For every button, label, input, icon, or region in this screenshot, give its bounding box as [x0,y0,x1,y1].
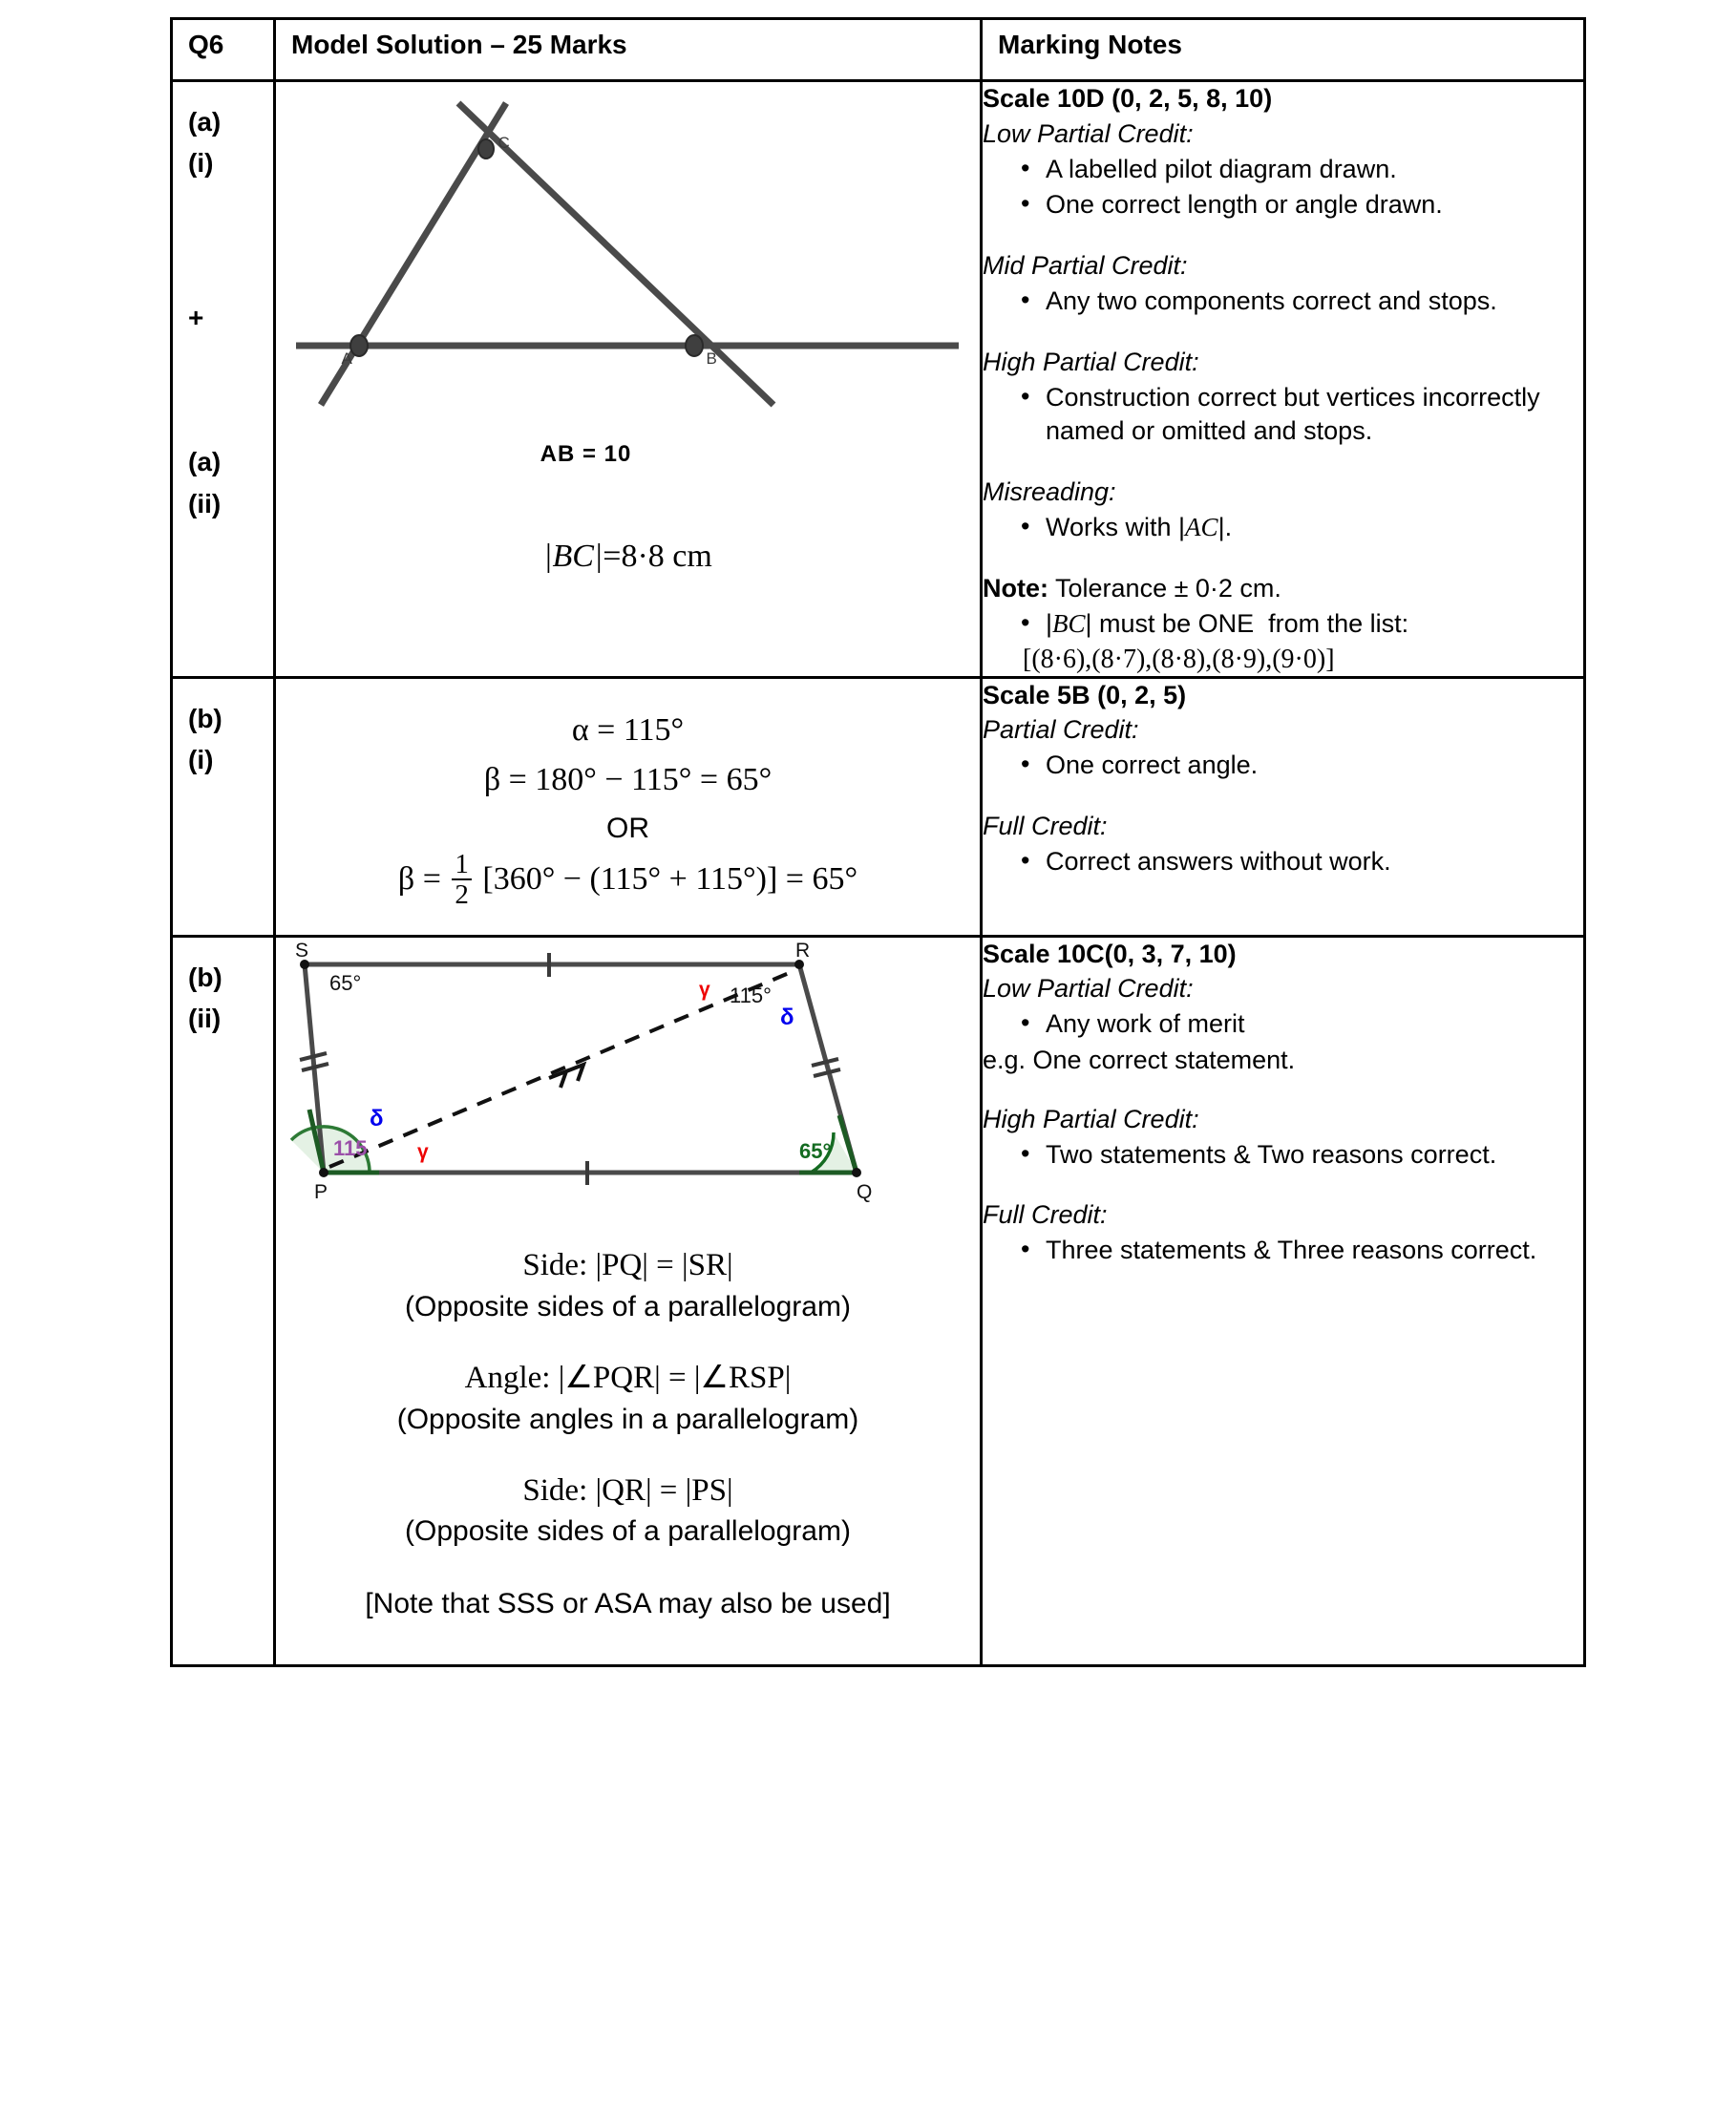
credit-heading-partial-b-i: Partial Credit: [983,715,1139,745]
table-row [172,81,1585,678]
vertex-label-a: A [341,349,352,368]
question-part-labels-b-ii [173,938,273,1040]
scale-title-b-ii: Scale 10C(0, 3, 7, 10) [983,939,1237,968]
question-part-labels-b-i [173,679,273,781]
statement-1: Side: |PQ| = |SR| [522,1247,733,1282]
triangle-svg [285,90,972,434]
base-length-label: AB = 10 [540,441,632,467]
credit-heading-full-b-ii: Full Credit: [983,1200,1108,1230]
label-part-b: (b) [188,703,222,733]
label-plus: + [188,302,204,332]
tolerance-note [983,572,1583,606]
credit-bullets-high-b-ii [983,1138,1583,1173]
vertex-label-c: C [498,134,510,152]
bc-allowed-values: [(8·6),(8·7),(8·8),(8·9),(9·0)] [1023,644,1335,674]
credit-heading-full-b-i: Full Credit: [983,811,1108,840]
bc-measure-value: =8·8 cm [603,539,712,574]
fraction-numerator: 1 [455,848,469,879]
vertex-label-r: R [795,939,811,962]
vertex-dot-q [852,1168,861,1177]
equation-beta-prefix: β = [397,861,441,898]
diagonal-pr [329,971,794,1167]
credit-bullets-mid-a [983,285,1583,319]
delta-label-bottom: δ [370,1105,384,1132]
credit-extra-line-b-ii: e.g. One correct statement. [983,1046,1296,1075]
credit-heading-misreading-a: Misreading: [983,476,1116,506]
angle-label-r: 115° [730,983,772,1007]
reason-1: (Opposite sides of a parallelogram) [405,1290,851,1322]
header-model-solution: Model Solution – 25 Marks [291,30,627,59]
label-part-b: (b) [188,962,222,992]
credit-heading-low-b-ii: Low Partial Credit: [983,974,1194,1004]
bc-list-bullet [983,607,1583,642]
equation-beta-fraction [276,848,980,912]
delta-label-top: δ [780,1004,794,1030]
credit-heading-high-b-ii: High Partial Credit: [983,1104,1199,1133]
list-item: • One correct angle. [1021,749,1583,783]
closing-note: [Note that SSS or ASA may also be used] [365,1588,891,1620]
vertex-label-b: B [706,349,717,368]
label-part-b-i: (i) [188,744,214,774]
list-item: • Any work of merit [1021,1007,1583,1042]
table-row [172,936,1585,1666]
label-part-a: (a) [188,107,222,137]
header-question-label: Q6 [188,30,224,59]
vertex-dot-c [478,139,494,159]
angle-label-q: 65° [799,1138,832,1163]
angle-label-s: 65° [329,970,362,995]
list-item: • Three statements & Three reasons correct. [1021,1234,1583,1268]
scale-title-a: Scale 10D (0, 2, 5, 8, 10) [983,84,1273,113]
credit-bullets-low-b-ii [983,1007,1583,1042]
table-row [172,677,1585,936]
vertex-label-q: Q [857,1180,873,1203]
statement-3: Side: |QR| = |PS| [522,1472,733,1508]
vertex-label-p: P [314,1180,328,1203]
list-item: • Correct answers without work. [1021,845,1583,879]
equation-or-divider: OR [606,812,649,844]
triangle-construction-diagram [285,90,972,434]
fraction-denominator: 2 [452,878,472,909]
header-marking-notes: Marking Notes [998,30,1182,59]
statement-2: Angle: |∠PQR| = |∠RSP| [464,1360,792,1395]
label-part-b-ii: (ii) [188,1004,222,1034]
credit-bullets-high-a [983,381,1583,449]
parallelogram-diagram [284,939,952,1232]
label-part-a-i: (i) [188,148,214,179]
tolerance-note-label: Note: [983,573,1048,603]
reason-2: (Opposite angles in a parallelogram) [396,1403,859,1435]
gamma-label-top: γ [699,978,710,1001]
gamma-label-bottom: γ [417,1140,429,1163]
equation-alpha: α = 115° [571,711,685,748]
angle-label-p: 115 [333,1135,368,1160]
credit-bullets-full-b-ii [983,1234,1583,1268]
table-header-row [172,19,1585,81]
label-part-a-2: (a) [188,447,222,477]
list-item: • One correct length or angle drawn. [1021,188,1583,222]
marking-scheme-table [170,17,1586,1667]
vertex-dot-p [319,1168,328,1177]
vertex-dot-b [686,335,703,356]
congruence-statements [276,1232,980,1665]
label-part-a-ii: (ii) [188,488,222,518]
tolerance-note-text: Tolerance ± 0·2 cm. [1048,573,1281,603]
angle-equations-block [276,679,980,935]
credit-bullets-partial-b-i [983,749,1583,783]
bc-measure-symbol: |BC| [543,539,603,574]
equation-beta-supplementary: β = 180° − 115° = 65° [483,762,773,798]
credit-bullets-low-a [983,153,1583,222]
list-item: • Two statements & Two reasons correct. [1021,1138,1583,1173]
list-item: • |BC| must be ONE from the list: [1021,607,1583,642]
parallelogram-svg [284,945,952,1232]
credit-heading-mid-a: Mid Partial Credit: [983,250,1188,280]
list-item: • A labelled pilot diagram drawn. [1021,153,1583,187]
vertex-label-s: S [295,939,309,962]
fraction-one-half [452,850,472,910]
vertex-dot-a [350,335,368,356]
diagonal-arrow-markers [549,1065,583,1088]
reason-3: (Opposite sides of a parallelogram) [405,1515,851,1548]
scale-title-b-i: Scale 5B (0, 2, 5) [983,680,1187,709]
credit-bullets-misreading-a [983,511,1583,545]
bc-answer-line [276,539,980,575]
credit-heading-low-a: Low Partial Credit: [983,118,1194,148]
credit-bullets-full-b-i [983,845,1583,879]
list-item: • Works with |AC|. [1021,511,1583,545]
credit-heading-high-a: High Partial Credit: [983,347,1199,376]
equation-beta-suffix: [360° − (115° + 115°)] = 65° [482,861,858,898]
list-item: • Any two components correct and stops. [1021,285,1583,319]
list-item: • Construction correct but vertices incorrectly named or omitted and stops. [1021,381,1583,449]
